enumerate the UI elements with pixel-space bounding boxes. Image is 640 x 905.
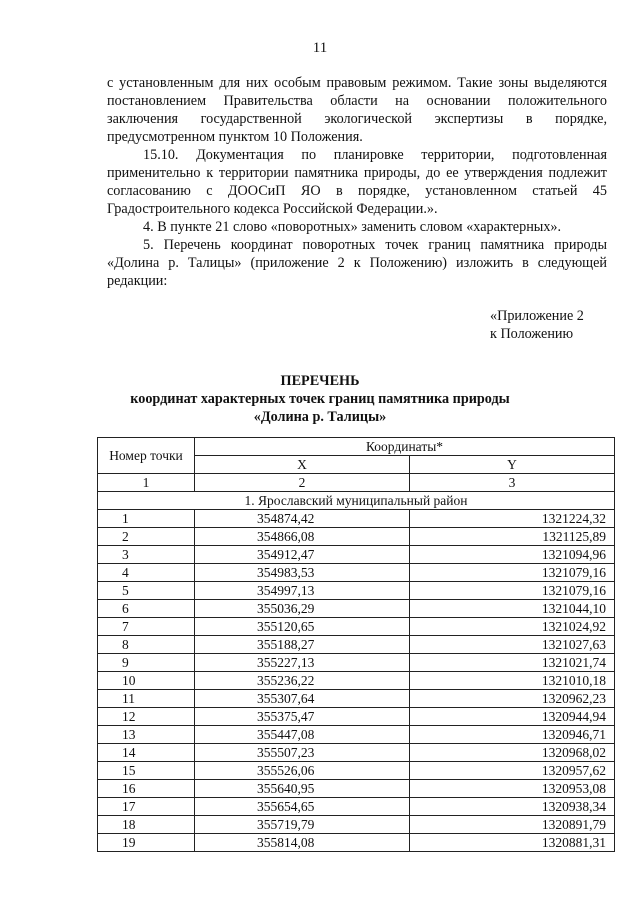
- annex-line-1: «Приложение 2: [490, 308, 584, 324]
- col-index-3: 3: [410, 474, 615, 492]
- coordinates-table: [97, 437, 615, 852]
- point-number-cell: 12: [98, 708, 195, 726]
- table-row: [98, 618, 615, 636]
- x-coordinate-cell: 355227,13: [195, 654, 410, 672]
- x-coordinate-cell: 355236,22: [195, 672, 410, 690]
- section-row: 1. Ярославский муниципальный район: [98, 492, 615, 510]
- point-number-cell: 11: [98, 690, 195, 708]
- y-coordinate-cell: 1320962,23: [410, 690, 615, 708]
- x-coordinate-cell: 354997,13: [195, 582, 410, 600]
- y-coordinate-cell: 1321224,32: [410, 510, 615, 528]
- table-row: [98, 780, 615, 798]
- table-body: [98, 510, 615, 852]
- x-coordinate-cell: 355640,95: [195, 780, 410, 798]
- heading-subtitle: координат характерных точек границ памятника природы: [130, 391, 510, 407]
- x-coordinate-cell: 355814,08: [195, 834, 410, 852]
- table-row: [98, 528, 615, 546]
- table-row: [98, 690, 615, 708]
- x-coordinate-cell: 354874,42: [195, 510, 410, 528]
- point-number-cell: 2: [98, 528, 195, 546]
- header-y: Y: [410, 456, 615, 474]
- point-number-cell: 6: [98, 600, 195, 618]
- point-number-cell: 18: [98, 816, 195, 834]
- table-row: [98, 744, 615, 762]
- table-row: [98, 582, 615, 600]
- paragraph-item-4: 4. В пункте 21 слово «поворотных» заменить словом «характерных».: [143, 219, 562, 235]
- body-text: [107, 74, 607, 290]
- x-coordinate-cell: 355120,65: [195, 618, 410, 636]
- x-coordinate-cell: 355507,23: [195, 744, 410, 762]
- point-number-cell: 9: [98, 654, 195, 672]
- point-number-cell: 19: [98, 834, 195, 852]
- y-coordinate-cell: 1321027,63: [410, 636, 615, 654]
- x-coordinate-cell: 354866,08: [195, 528, 410, 546]
- y-coordinate-cell: 1321125,89: [410, 528, 615, 546]
- y-coordinate-cell: 1321079,16: [410, 564, 615, 582]
- paragraph-15-10: 15.10. Документация по планировке территории, подготовленная применительно к территории памятника природы, до ее утверждения подлежит согласованию с ДООСиП ЯО в порядке, установленном статьей 45 Градостроительного кодекса Российской Федерации.».: [107, 147, 607, 217]
- point-number-cell: 14: [98, 744, 195, 762]
- x-coordinate-cell: 354983,53: [195, 564, 410, 582]
- x-coordinate-cell: 355307,64: [195, 690, 410, 708]
- x-coordinate-cell: 355188,27: [195, 636, 410, 654]
- list-heading: [0, 372, 640, 426]
- x-coordinate-cell: 355036,29: [195, 600, 410, 618]
- point-number-cell: 1: [98, 510, 195, 528]
- table-row: [98, 798, 615, 816]
- x-coordinate-cell: 355447,08: [195, 726, 410, 744]
- table-row: [98, 564, 615, 582]
- point-number-cell: 3: [98, 546, 195, 564]
- annex-reference: [490, 307, 584, 343]
- point-number-cell: 4: [98, 564, 195, 582]
- y-coordinate-cell: 1321024,92: [410, 618, 615, 636]
- heading-title: ПЕРЕЧЕНЬ: [280, 373, 360, 389]
- header-coordinates: Координаты*: [195, 438, 615, 456]
- point-number-cell: 7: [98, 618, 195, 636]
- x-coordinate-cell: 355375,47: [195, 708, 410, 726]
- header-x: X: [195, 456, 410, 474]
- y-coordinate-cell: 1320944,94: [410, 708, 615, 726]
- y-coordinate-cell: 1321094,96: [410, 546, 615, 564]
- table-row: [98, 510, 615, 528]
- table-row: [98, 546, 615, 564]
- y-coordinate-cell: 1320938,34: [410, 798, 615, 816]
- col-index-1: 1: [98, 474, 195, 492]
- table-row: [98, 834, 615, 852]
- table-row: [98, 600, 615, 618]
- annex-line-2: к Положению: [490, 326, 574, 342]
- y-coordinate-cell: 1321044,10: [410, 600, 615, 618]
- y-coordinate-cell: 1320953,08: [410, 780, 615, 798]
- point-number-cell: 16: [98, 780, 195, 798]
- y-coordinate-cell: 1321021,74: [410, 654, 615, 672]
- y-coordinate-cell: 1320891,79: [410, 816, 615, 834]
- page-number: 11: [312, 40, 328, 56]
- table-row: [98, 672, 615, 690]
- point-number-cell: 5: [98, 582, 195, 600]
- y-coordinate-cell: 1320957,62: [410, 762, 615, 780]
- y-coordinate-cell: 1321010,18: [410, 672, 615, 690]
- point-number-cell: 15: [98, 762, 195, 780]
- y-coordinate-cell: 1320946,71: [410, 726, 615, 744]
- paragraph-zones: с установленным для них особым правовым режимом. Такие зоны выделяются постановлением Правительства области на основании положительного заключения государственной экологической экспертизы в порядке, предусмотренном пунктом 10 Положения.: [107, 75, 607, 145]
- point-number-cell: 17: [98, 798, 195, 816]
- y-coordinate-cell: 1321079,16: [410, 582, 615, 600]
- point-number-cell: 8: [98, 636, 195, 654]
- y-coordinate-cell: 1320968,02: [410, 744, 615, 762]
- paragraph-item-5: 5. Перечень координат поворотных точек границ памятника природы «Долина р. Талицы» (приложение 2 к Положению) изложить в следующей редакции:: [107, 237, 607, 289]
- heading-object-name: «Долина р. Талицы»: [253, 409, 387, 425]
- table-row: [98, 636, 615, 654]
- table-row: [98, 726, 615, 744]
- table-row: [98, 708, 615, 726]
- header-point-number: Номер точки: [98, 438, 195, 474]
- table-row: [98, 654, 615, 672]
- x-coordinate-cell: 355719,79: [195, 816, 410, 834]
- point-number-cell: 10: [98, 672, 195, 690]
- point-number-cell: 13: [98, 726, 195, 744]
- table-row: [98, 762, 615, 780]
- x-coordinate-cell: 355526,06: [195, 762, 410, 780]
- x-coordinate-cell: 355654,65: [195, 798, 410, 816]
- col-index-2: 2: [195, 474, 410, 492]
- y-coordinate-cell: 1320881,31: [410, 834, 615, 852]
- table-row: [98, 816, 615, 834]
- x-coordinate-cell: 354912,47: [195, 546, 410, 564]
